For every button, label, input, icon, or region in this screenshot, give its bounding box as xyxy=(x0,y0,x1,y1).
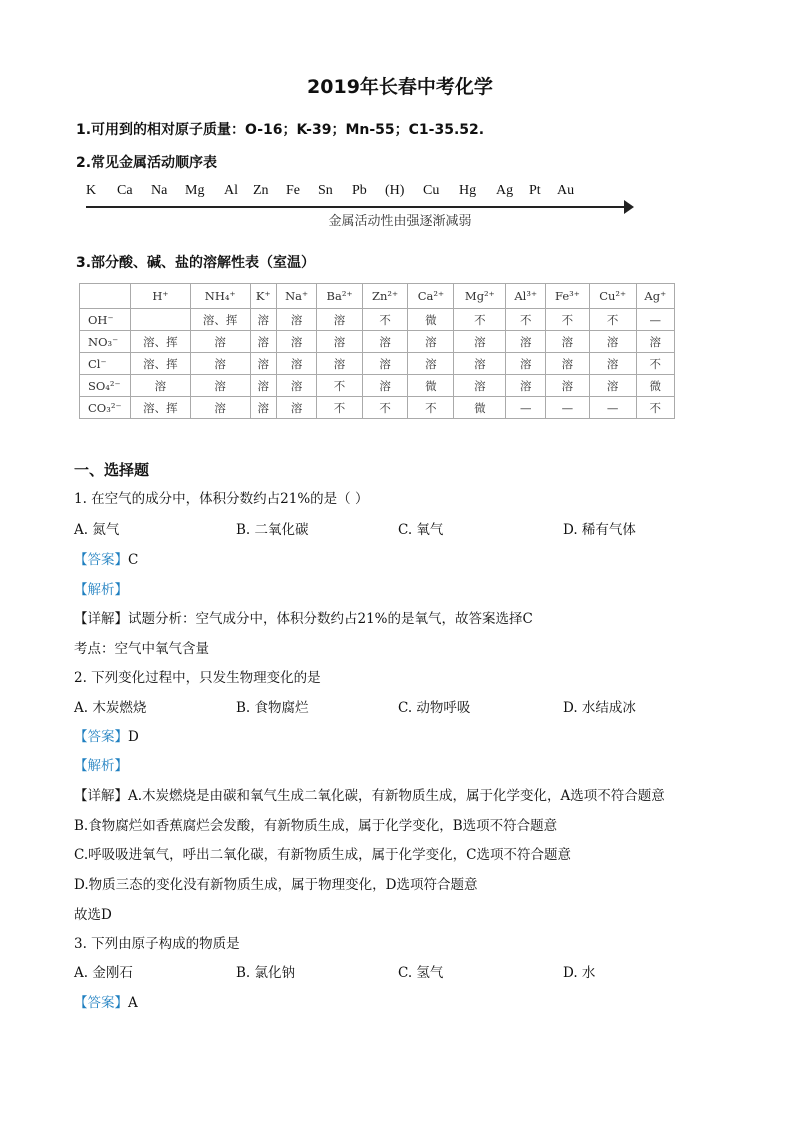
cation-header: NH₄⁺ xyxy=(190,284,250,309)
q3-answer xyxy=(74,991,138,1011)
table-cell: 溶 xyxy=(589,353,636,375)
metal-item: Ca xyxy=(117,183,133,198)
table-cell: — xyxy=(506,397,546,419)
table-cell: 不 xyxy=(546,309,590,331)
page-title: 2019年长春中考化学 xyxy=(307,76,493,98)
table-cell: 溶 xyxy=(317,331,362,353)
table-cell: 不 xyxy=(362,397,408,419)
table-header-row xyxy=(80,284,675,309)
metal-item: Pt xyxy=(529,183,541,198)
table-cell: 溶 xyxy=(276,331,316,353)
metal-series-heading: 2.常见金属活动顺序表 xyxy=(76,155,218,171)
q1-option-d: D. 稀有气体 xyxy=(563,522,636,538)
solubility-heading: 3.部分酸、碱、盐的溶解性表（室温） xyxy=(76,255,316,271)
metal-item: Hg xyxy=(459,183,477,198)
q2-stem: 2. 下列变化过程中，只发生物理变化的是 xyxy=(74,670,321,686)
table-corner-cell xyxy=(80,284,131,309)
table-cell: 溶 xyxy=(506,353,546,375)
table-cell: 不 xyxy=(589,309,636,331)
cation-header: Na⁺ xyxy=(276,284,316,309)
table-cell: 不 xyxy=(362,309,408,331)
table-cell: 溶 xyxy=(250,375,276,397)
table-cell: 溶 xyxy=(276,309,316,331)
answer-label: 【答案】 xyxy=(74,995,128,1011)
table-cell: 溶 xyxy=(454,353,506,375)
answer-label: 【答案】 xyxy=(74,729,128,745)
q1-answer xyxy=(74,548,138,568)
q3-stem: 3. 下列由原子构成的物质是 xyxy=(74,936,240,952)
table-cell: 溶 xyxy=(362,375,408,397)
anion-header: CO₃²⁻ xyxy=(80,397,131,419)
table-cell: 溶 xyxy=(131,375,191,397)
metal-item: Na xyxy=(151,183,168,198)
q1-option-a: A. 氮气 xyxy=(74,522,120,538)
table-cell: 溶 xyxy=(362,331,408,353)
analysis-label: 【解析】 xyxy=(74,758,128,774)
table-cell: 溶 xyxy=(250,331,276,353)
metal-item: Ag xyxy=(496,183,514,198)
q2-detail-line: D.物质三态的变化没有新物质生成，属于物理变化，D选项符合题意 xyxy=(74,877,478,893)
q1-stem: 1. 在空气的成分中，体积分数约占21%的是（ ） xyxy=(74,491,369,507)
q1-kaodian: 考点：空气中氧气含量 xyxy=(74,641,209,657)
table-cell: 不 xyxy=(454,309,506,331)
solubility-table xyxy=(79,283,675,419)
part-heading: 一、选择题 xyxy=(74,461,150,479)
q3-option-b: B. 氯化钠 xyxy=(236,965,296,981)
table-cell: 溶 xyxy=(546,353,590,375)
analysis-label: 【解析】 xyxy=(74,582,128,598)
table-cell: 溶、挥 xyxy=(131,397,191,419)
q2-detail-line: C.呼吸吸进氧气，呼出二氧化碳，有新物质生成，属于化学变化，C选项不符合题意 xyxy=(74,847,571,863)
metal-item: K xyxy=(86,183,97,198)
q2-answer xyxy=(74,725,139,745)
metal-activity-series xyxy=(86,183,646,199)
table-row xyxy=(80,375,675,397)
table-cell: — xyxy=(546,397,590,419)
cation-header: H⁺ xyxy=(131,284,191,309)
table-cell: 溶 xyxy=(250,397,276,419)
table-cell: — xyxy=(589,397,636,419)
cation-header: K⁺ xyxy=(250,284,276,309)
anion-header: OH⁻ xyxy=(80,309,131,331)
table-cell: 不 xyxy=(317,397,362,419)
table-cell: 溶 xyxy=(454,331,506,353)
table-row xyxy=(80,331,675,353)
anion-header: SO₄²⁻ xyxy=(80,375,131,397)
metal-item: Pb xyxy=(352,183,367,198)
table-cell: 溶 xyxy=(589,331,636,353)
answer-value: A xyxy=(128,995,138,1011)
q1-option-b: B. 二氧化碳 xyxy=(236,522,309,538)
table-cell: 微 xyxy=(408,309,454,331)
q1-analysis xyxy=(74,578,128,598)
answer-value: D xyxy=(128,729,139,745)
cation-header: Ag⁺ xyxy=(636,284,674,309)
cation-header: Cu²⁺ xyxy=(589,284,636,309)
table-cell: 溶 xyxy=(408,331,454,353)
q2-option-b: B. 食物腐烂 xyxy=(236,700,309,716)
table-cell: 微 xyxy=(454,397,506,419)
table-cell: 不 xyxy=(636,353,674,375)
q2-detail-line xyxy=(74,784,665,804)
table-cell: 溶 xyxy=(589,375,636,397)
detail-label: 【详解】 xyxy=(74,611,128,627)
detail-text: 试题分析：空气成分中，体积分数约占21%的是氧气，故答案选择C xyxy=(128,611,533,627)
metal-item: Al xyxy=(224,183,238,198)
table-cell: 溶 xyxy=(317,353,362,375)
metal-item: Sn xyxy=(318,183,333,198)
table-cell: 溶 xyxy=(454,375,506,397)
q1-detail xyxy=(74,607,533,627)
anion-header: Cl⁻ xyxy=(80,353,131,375)
table-cell: 不 xyxy=(506,309,546,331)
table-cell: 溶、挥 xyxy=(131,353,191,375)
table-cell: 不 xyxy=(317,375,362,397)
q2-detail-line: B.食物腐烂如香蕉腐烂会发酸，有新物质生成，属于化学变化，B选项不符合题意 xyxy=(74,818,558,834)
table-cell: 溶、挥 xyxy=(190,309,250,331)
table-cell: 微 xyxy=(636,375,674,397)
activity-arrow-line xyxy=(86,206,632,208)
q2-option-a: A. 木炭燃烧 xyxy=(74,700,147,716)
table-cell: 溶 xyxy=(276,397,316,419)
table-row xyxy=(80,397,675,419)
arrow-caption: 金属活动性由强逐渐减弱 xyxy=(328,214,472,229)
table-cell: — xyxy=(636,309,674,331)
metal-item: Zn xyxy=(253,183,269,198)
table-cell: 溶 xyxy=(506,331,546,353)
metal-item: Mg xyxy=(185,183,205,198)
cation-header: Fe³⁺ xyxy=(546,284,590,309)
q2-option-c: C. 动物呼吸 xyxy=(398,700,471,716)
anion-header: NO₃⁻ xyxy=(80,331,131,353)
table-cell: 溶 xyxy=(276,353,316,375)
table-cell: 溶 xyxy=(546,331,590,353)
cation-header: Ca²⁺ xyxy=(408,284,454,309)
metal-item: Au xyxy=(557,183,575,198)
table-cell: 溶 xyxy=(362,353,408,375)
q2-analysis xyxy=(74,754,128,774)
cation-header: Zn²⁺ xyxy=(362,284,408,309)
answer-value: C xyxy=(128,552,139,568)
table-cell: 溶 xyxy=(546,375,590,397)
table-cell: 溶 xyxy=(506,375,546,397)
q3-option-a: A. 金刚石 xyxy=(74,965,133,981)
table-cell: 溶 xyxy=(276,375,316,397)
table-cell: 微 xyxy=(408,375,454,397)
table-row xyxy=(80,353,675,375)
table-cell: 溶 xyxy=(408,353,454,375)
cation-header: Ba²⁺ xyxy=(317,284,362,309)
detail-label: 【详解】 xyxy=(74,788,128,804)
table-cell: 溶 xyxy=(250,309,276,331)
table-cell: 溶 xyxy=(190,397,250,419)
table-cell: 不 xyxy=(636,397,674,419)
detail-text: A.木炭燃烧是由碳和氧气生成二氧化碳，有新物质生成，属于化学变化，A选项不符合题意 xyxy=(128,788,665,804)
cation-header: Al³⁺ xyxy=(506,284,546,309)
table-cell xyxy=(131,309,191,331)
q3-option-d: D. 水 xyxy=(563,965,596,981)
cation-header: Mg²⁺ xyxy=(454,284,506,309)
table-cell: 溶 xyxy=(317,309,362,331)
answer-label: 【答案】 xyxy=(74,552,128,568)
atomic-mass-note: 1.可用到的相对原子质量：O-16；K-39；Mn-55；C1-35.52. xyxy=(76,122,485,138)
table-cell: 溶、挥 xyxy=(131,331,191,353)
table-cell: 溶 xyxy=(636,331,674,353)
table-cell: 溶 xyxy=(250,353,276,375)
q3-option-c: C. 氢气 xyxy=(398,965,444,981)
metal-item: (H) xyxy=(385,183,405,198)
table-cell: 不 xyxy=(408,397,454,419)
q2-conclusion: 故选D xyxy=(74,907,112,923)
metal-item: Cu xyxy=(423,183,440,198)
q2-option-d: D. 水结成冰 xyxy=(563,700,636,716)
table-cell: 溶 xyxy=(190,375,250,397)
table-cell: 溶 xyxy=(190,331,250,353)
table-row xyxy=(80,309,675,331)
table-cell: 溶 xyxy=(190,353,250,375)
metal-item: Fe xyxy=(286,183,300,198)
q1-option-c: C. 氧气 xyxy=(398,522,444,538)
